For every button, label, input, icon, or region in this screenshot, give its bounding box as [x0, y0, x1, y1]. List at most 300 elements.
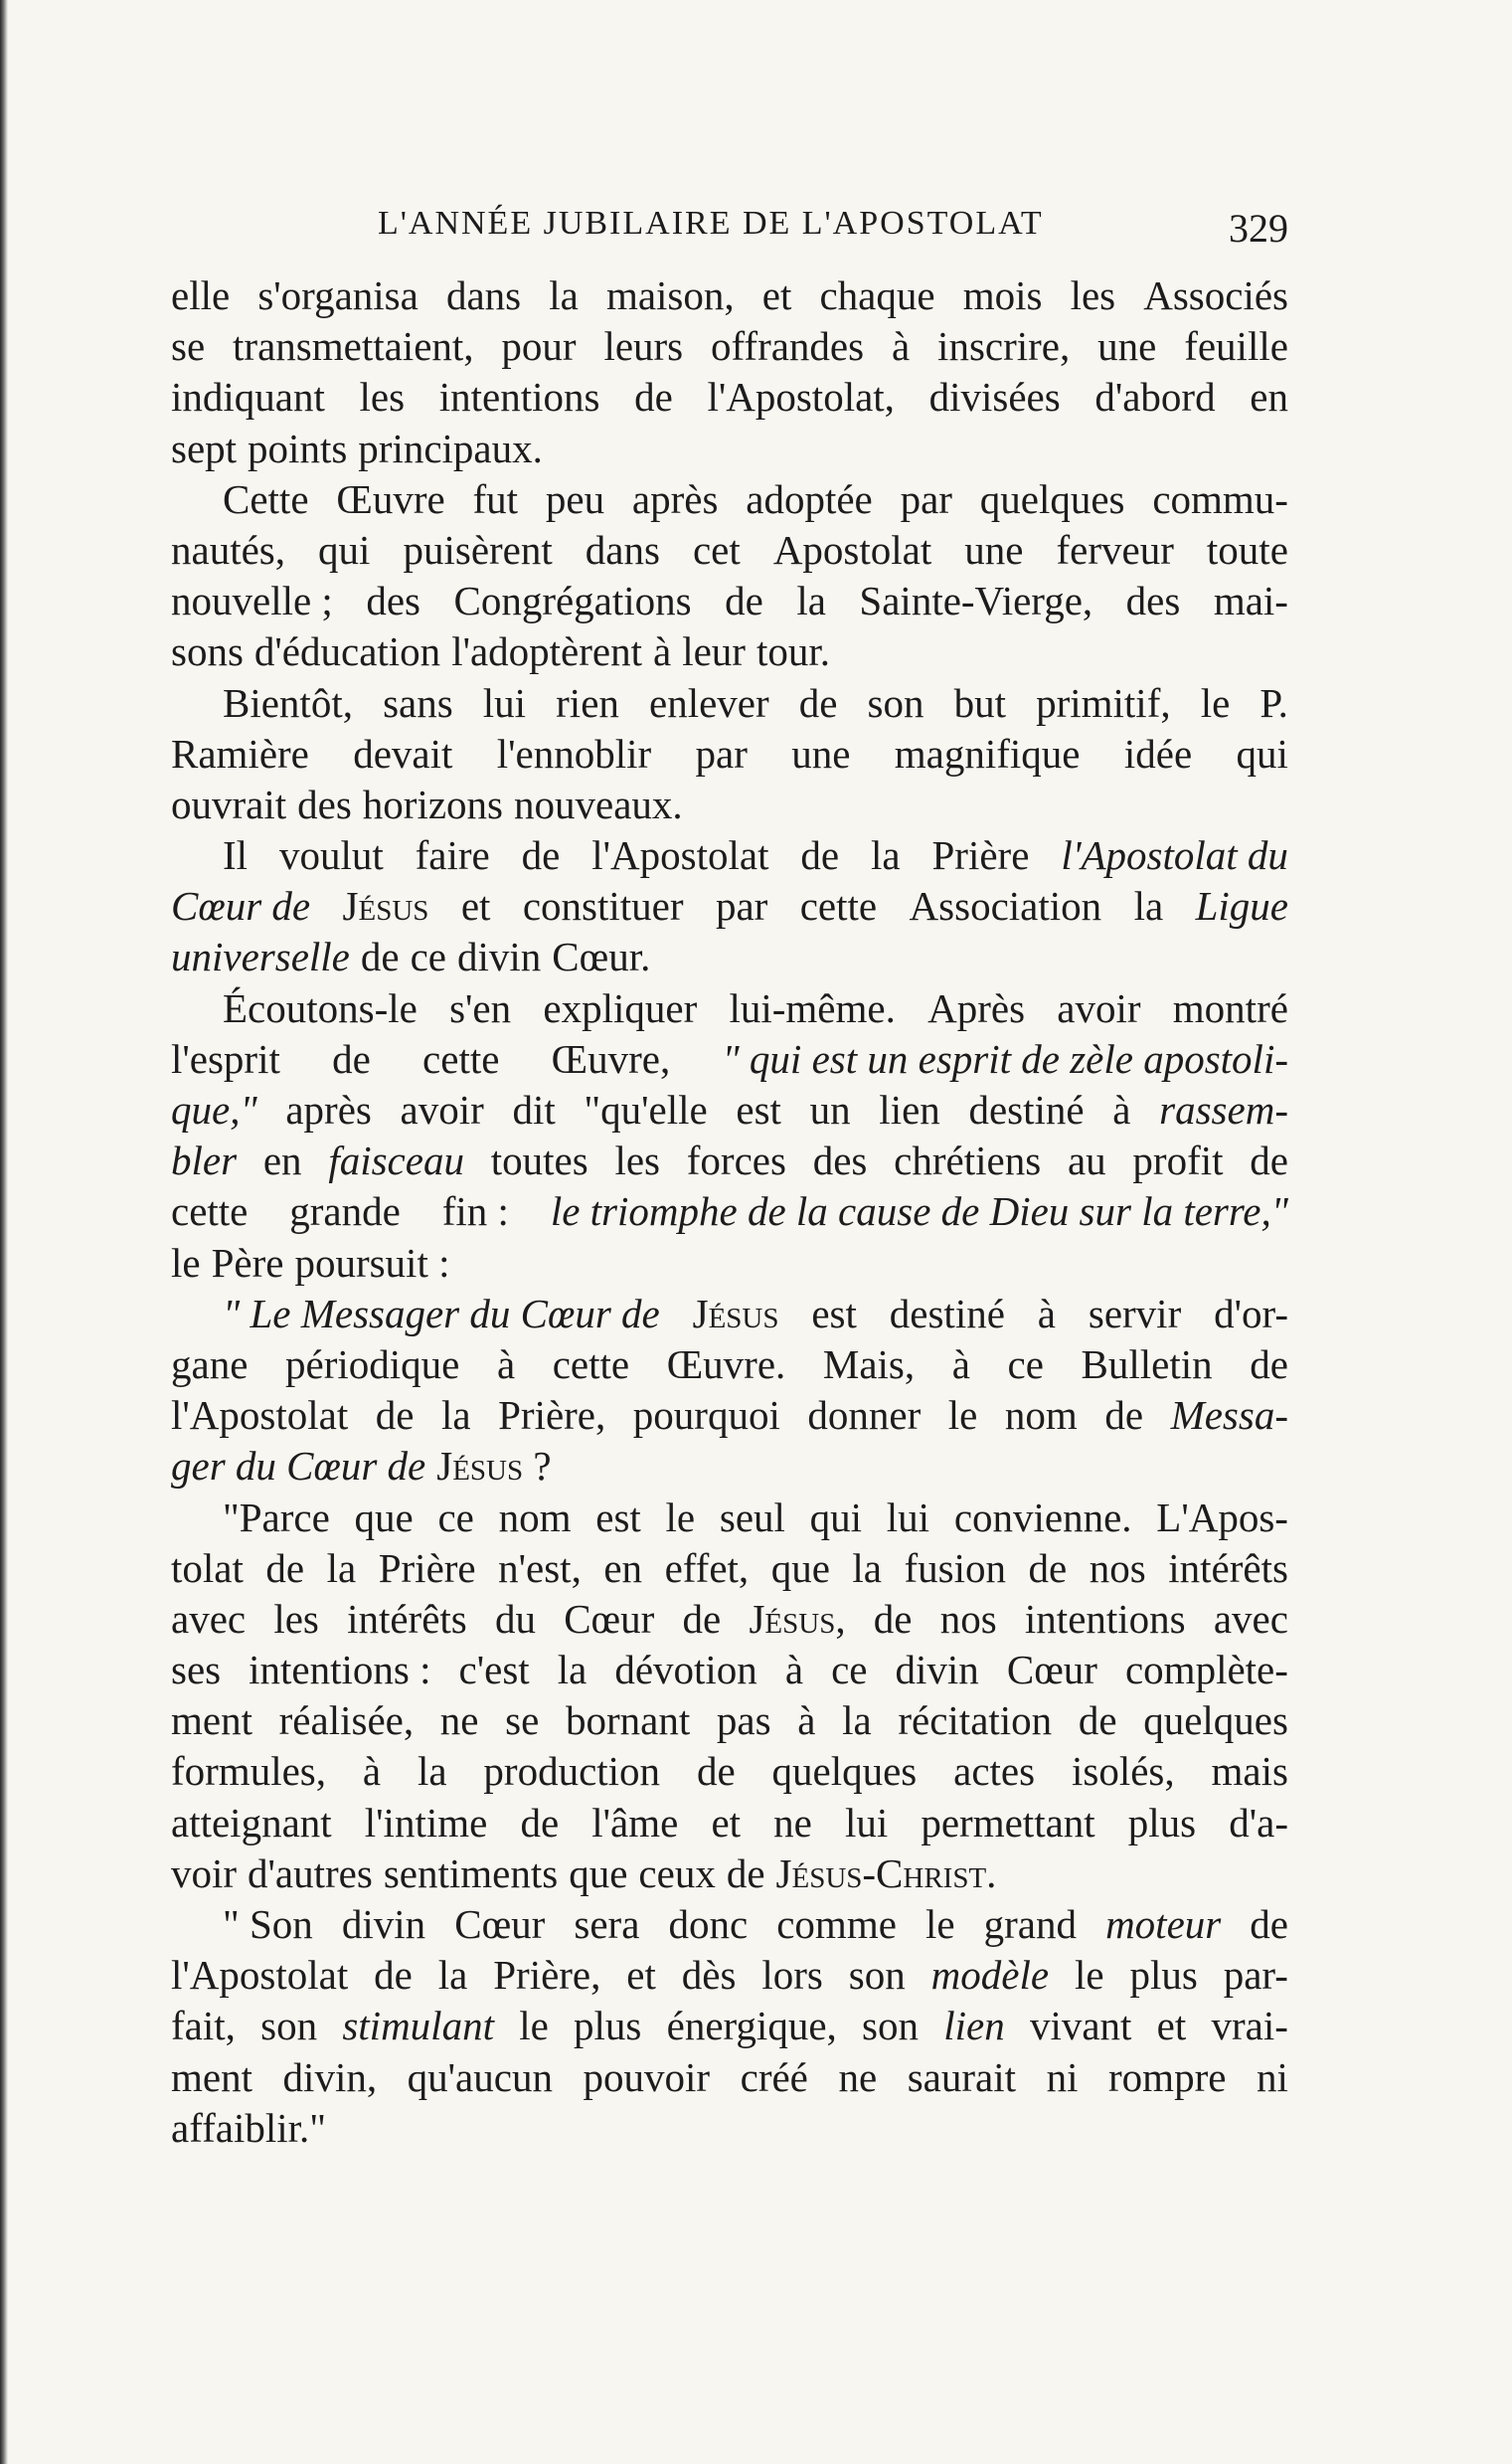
word: bornant [565, 1697, 691, 1744]
text-line [171, 474, 1288, 525]
word: du [494, 1595, 536, 1642]
word: après [285, 1087, 372, 1133]
word: d'a- [1229, 1799, 1288, 1846]
word: ne [773, 1799, 812, 1846]
word: de [726, 1849, 765, 1896]
word: de [375, 1392, 415, 1439]
text-line [171, 1899, 1288, 1950]
word: fin : [441, 1188, 509, 1235]
word: complète- [1124, 1647, 1288, 1693]
word: Après [927, 984, 1026, 1031]
word: avec [1213, 1595, 1288, 1642]
word: son [260, 2003, 318, 2049]
word: Mais, [822, 1340, 916, 1387]
word: ferveur [1056, 526, 1174, 573]
word: Bientôt, [223, 679, 353, 726]
word: de [634, 374, 673, 421]
word: Jésus-Christ. [775, 1849, 997, 1896]
word: un [809, 1087, 851, 1133]
word: l'Apostolat [591, 832, 769, 879]
word: de [696, 1748, 736, 1795]
word: lors [761, 1952, 823, 1999]
word: expliquer [543, 984, 698, 1031]
word: chrétiens [894, 1138, 1042, 1184]
text-line [171, 1493, 1288, 1543]
word: des [812, 1138, 868, 1184]
word: dans [445, 272, 522, 318]
word: magnifique [894, 730, 1081, 777]
word: la [440, 1392, 471, 1439]
word: Prière [378, 1544, 476, 1591]
word: ses [171, 1647, 222, 1693]
word: le [171, 1239, 201, 1286]
word: les [273, 1595, 319, 1642]
word: intérêts [1168, 1544, 1288, 1591]
word: Prière, [493, 1952, 601, 1999]
word: à [653, 628, 672, 675]
word: de [521, 832, 561, 879]
word: commu- [1152, 475, 1288, 522]
word: inscrire, [937, 323, 1071, 370]
word: " Le Messager du Cœur de [223, 1290, 660, 1336]
word: de [360, 934, 400, 980]
word: ment [171, 1697, 252, 1744]
word: après [631, 475, 719, 522]
page-number: 329 [1229, 206, 1288, 251]
word: ce [831, 1647, 868, 1693]
word: à [797, 1697, 816, 1744]
word: Cœur [454, 1901, 546, 1947]
word: de [374, 1952, 413, 1999]
word: Écoutons-le [223, 984, 418, 1031]
word: Jésus [342, 883, 429, 930]
word: l'âme [591, 1799, 679, 1846]
word: toutes [490, 1138, 588, 1184]
word: les [614, 1138, 660, 1184]
word: dès [681, 1952, 737, 1999]
word: le [947, 1392, 978, 1439]
word: intentions [438, 374, 600, 421]
word: des [297, 781, 352, 827]
word: au [1067, 1138, 1106, 1184]
word: Cœur [564, 1595, 655, 1642]
word: actes [953, 1748, 1036, 1795]
word: forces [686, 1138, 786, 1184]
word: plus [1129, 1952, 1198, 1999]
word: enlever [649, 679, 769, 726]
word: divin [457, 934, 542, 980]
word: nos [1089, 1544, 1146, 1591]
word: est [595, 1494, 641, 1540]
word: cette [552, 1340, 630, 1387]
word: des [1125, 578, 1181, 624]
word: sons [171, 628, 244, 675]
word: de [1028, 1544, 1068, 1591]
word: à [951, 1340, 970, 1387]
word: dévotion [614, 1647, 757, 1693]
word: comme [776, 1901, 897, 1947]
word: la [437, 1952, 468, 1999]
word: saurait [907, 2053, 1016, 2100]
word: chaque [819, 272, 935, 318]
word: se [505, 1697, 540, 1744]
text-line [171, 321, 1288, 372]
word: mais [1211, 1748, 1288, 1795]
word: à [362, 1748, 382, 1795]
word: adoptée [746, 475, 873, 522]
word: l'Apostolat [171, 1952, 349, 1999]
text-line [171, 626, 1288, 677]
word: " qui est un esprit de zèle apostoli- [722, 1035, 1288, 1082]
word: moteur [1105, 1901, 1222, 1947]
word: ment [171, 2053, 252, 2100]
text-line [171, 1085, 1288, 1136]
word: d'abord [1094, 374, 1216, 421]
word: de [800, 832, 840, 879]
word: par [715, 883, 768, 930]
word: de [682, 1595, 722, 1642]
word: divisées [928, 374, 1061, 421]
word: nouveaux. [514, 781, 683, 827]
word: destiné [889, 1290, 1005, 1336]
word: par- [1223, 1952, 1288, 1999]
word: que [770, 1544, 830, 1591]
word: sentiments [383, 1849, 559, 1896]
word: qui [1236, 730, 1288, 777]
word: pourquoi [632, 1392, 780, 1439]
word: devait [353, 730, 453, 777]
word: Œuvre [336, 475, 445, 522]
word: et [460, 883, 491, 930]
word: l'ennoblir [496, 730, 652, 777]
word: bler [171, 1138, 238, 1184]
word: qui [318, 526, 371, 573]
word: intentions : [249, 1647, 431, 1693]
text-line [171, 1746, 1288, 1797]
word: la [871, 832, 901, 879]
word: récitation [898, 1697, 1053, 1744]
text-line [171, 729, 1288, 780]
word: nom [1004, 1392, 1078, 1439]
word: fusion [904, 1544, 1007, 1591]
word: ni [1046, 2053, 1079, 2100]
text-line [171, 1594, 1288, 1645]
word: l'Apostolat [171, 1392, 349, 1439]
word: Jésus, [749, 1595, 846, 1642]
word: faire [415, 832, 490, 879]
text-line [171, 424, 1288, 474]
word: intérêts [347, 1595, 467, 1642]
word: par [900, 475, 952, 522]
text-line [171, 1136, 1288, 1186]
word: son [848, 1952, 906, 1999]
word: Il [223, 832, 249, 879]
word: nos [939, 1595, 997, 1642]
word: transmettaient, [233, 323, 474, 370]
text-line [171, 1798, 1288, 1848]
word: qui [809, 1494, 863, 1540]
word: convienne. [953, 1494, 1132, 1540]
word: voulut [278, 832, 384, 879]
word: en [1250, 374, 1288, 421]
word: cette [799, 883, 878, 930]
text-line [171, 2103, 1288, 2154]
word: à [891, 323, 911, 370]
word: pas [716, 1697, 771, 1744]
word: rien [556, 679, 619, 726]
running-title: L'ANNÉE JUBILAIRE DE L'APOSTOLAT [378, 205, 1044, 242]
word: le [665, 1494, 696, 1540]
text-line [171, 1695, 1288, 1746]
text-line [171, 830, 1288, 881]
word: maison, [605, 272, 735, 318]
text-line [171, 2001, 1288, 2051]
word: que," [171, 1087, 257, 1133]
word: les [359, 374, 406, 421]
word: " Son [223, 1901, 313, 1947]
word: à [1037, 1290, 1056, 1336]
word: Jésus ? [436, 1443, 552, 1490]
word: de [1250, 1340, 1288, 1387]
word: voir [171, 1849, 238, 1896]
word: ouvrait [171, 781, 287, 827]
word: des [366, 578, 420, 624]
page-edge-shadow [0, 0, 8, 2464]
word: production [483, 1748, 661, 1795]
word: par [695, 730, 748, 777]
word: Association [909, 883, 1102, 930]
word: "qu'elle [584, 1087, 708, 1133]
word: fait, [171, 2003, 236, 2049]
word: permettant [921, 1799, 1095, 1846]
word: ger du Cœur de [171, 1443, 426, 1490]
word: nom [498, 1494, 572, 1540]
word: et [711, 1799, 742, 1846]
word: universelle [171, 934, 350, 980]
word: quelques [771, 1748, 918, 1795]
word: à [1112, 1087, 1131, 1133]
word: Prière [931, 832, 1030, 879]
word: créé [740, 2053, 808, 2100]
word: grand [983, 1901, 1077, 1947]
word: le [519, 2003, 549, 2049]
word: l'adoptèrent [451, 628, 642, 675]
word: s'organisa [257, 272, 419, 318]
word: profit [1132, 1138, 1224, 1184]
text-line [171, 1848, 1288, 1899]
word: primitif, [1036, 679, 1171, 726]
word: en [262, 1138, 302, 1184]
word: la [796, 578, 826, 624]
word: cette [422, 1035, 500, 1082]
word: fut [472, 475, 519, 522]
word: P. [1260, 679, 1288, 726]
word: plus [1127, 1799, 1197, 1846]
word: se [171, 323, 206, 370]
word: Œuvre, [551, 1035, 671, 1082]
word: et [1156, 2003, 1187, 2049]
text-line [171, 1390, 1288, 1441]
word: le [1200, 679, 1231, 726]
word: la [1133, 883, 1164, 930]
text-line [171, 270, 1288, 321]
word: stimulant [342, 2003, 494, 2049]
word: Père [211, 1239, 284, 1286]
word: affaiblir." [171, 2104, 327, 2151]
word: de [1250, 1901, 1288, 1947]
word: Bulletin [1081, 1340, 1213, 1387]
word: donner [807, 1392, 922, 1439]
word: la [326, 1544, 357, 1591]
word: elle [171, 272, 231, 318]
word: de [1104, 1392, 1144, 1439]
word: le triomphe de la cause de Dieu sur la terre," [550, 1188, 1288, 1235]
word: ne [838, 2053, 878, 2100]
word: l'Apostolat du [1061, 832, 1288, 879]
word: ce [437, 1494, 474, 1540]
word: de [332, 1035, 371, 1082]
word: principaux. [358, 425, 543, 471]
word: tolat [171, 1544, 244, 1591]
word: Apostolat [772, 526, 932, 573]
word: les [1070, 272, 1116, 318]
word: une [1097, 323, 1157, 370]
word: lui-même. [729, 984, 896, 1031]
word: qu'aucun [407, 2053, 553, 2100]
word: avoir [1057, 984, 1141, 1031]
word: périodique [285, 1340, 460, 1387]
word: leurs [603, 323, 684, 370]
word: est [811, 1290, 857, 1336]
word: Cœur de [171, 883, 311, 930]
word: Ramière [171, 730, 309, 777]
word: divin [341, 1901, 426, 1947]
word: gane [171, 1340, 249, 1387]
word: Œuvre. [666, 1340, 786, 1387]
word: Associés [1143, 272, 1288, 318]
word: grande [289, 1188, 401, 1235]
text-line [171, 1238, 1288, 1289]
word: sans [383, 679, 453, 726]
word: indiquant [171, 374, 325, 421]
word: quelques [979, 475, 1125, 522]
word: Cœur [1006, 1647, 1097, 1693]
text-line [171, 2052, 1288, 2103]
word: dans [585, 526, 660, 573]
text-line [171, 576, 1288, 626]
word: la [557, 1647, 588, 1693]
word: cet [692, 526, 741, 573]
word: nautés, [171, 526, 285, 573]
word: son [867, 679, 924, 726]
text-line [171, 1441, 1288, 1492]
word: n'est, [498, 1544, 582, 1591]
word: atteignant [171, 1799, 332, 1846]
word: puisèrent [403, 526, 553, 573]
word: "Parce [223, 1494, 330, 1540]
text-line [171, 1186, 1288, 1237]
word: effet, [664, 1544, 750, 1591]
word: cette [171, 1188, 249, 1235]
word: peu [545, 475, 605, 522]
word: sera [574, 1901, 640, 1947]
text-line [171, 881, 1288, 932]
word: une [964, 526, 1024, 573]
word: sept [171, 425, 238, 471]
text-line [171, 1645, 1288, 1695]
word: constituer [522, 883, 684, 930]
word: lui [886, 1494, 930, 1540]
word: lui [844, 1799, 889, 1846]
word: et [626, 1952, 656, 1999]
word: Sainte-Vierge, [859, 578, 1093, 624]
word: la [842, 1697, 872, 1744]
word: la [852, 1544, 882, 1591]
word: d'éducation [253, 628, 441, 675]
word: lien [943, 2003, 1005, 2049]
word: d'or- [1214, 1290, 1288, 1336]
word: faisceau [328, 1138, 464, 1184]
text-line [171, 1339, 1288, 1390]
word: rassem- [1159, 1087, 1288, 1133]
word: en [603, 1544, 643, 1591]
word: de [265, 1544, 305, 1591]
word: Cœur. [552, 934, 651, 980]
word: intentions [1024, 1595, 1186, 1642]
word: réalisée, [278, 1697, 415, 1744]
word: lien [879, 1087, 940, 1133]
word: mai- [1213, 578, 1288, 624]
word: horizons [362, 781, 503, 827]
word: son [862, 2003, 919, 2049]
word: idée [1123, 730, 1193, 777]
text-line [171, 780, 1288, 830]
word: but [953, 679, 1006, 726]
word: Jésus [692, 1290, 779, 1336]
word: seul [719, 1494, 785, 1540]
word: de [520, 1799, 560, 1846]
word: lui [482, 679, 527, 726]
text-line [171, 1034, 1288, 1085]
word: avec [171, 1595, 247, 1642]
body-text [171, 270, 1288, 2154]
word: de [725, 578, 763, 624]
word: de [1250, 1138, 1288, 1184]
word: d'autres [248, 1849, 373, 1896]
word: vivant [1029, 2003, 1132, 2049]
word: de [1078, 1697, 1117, 1744]
word: à [784, 1647, 804, 1693]
word: est [736, 1087, 781, 1133]
word: ce [1007, 1340, 1044, 1387]
word: montré [1172, 984, 1288, 1031]
word: ni [1257, 2053, 1288, 2100]
word: et [761, 272, 792, 318]
word: avoir [400, 1087, 484, 1133]
word: pouvoir [583, 2053, 711, 2100]
text-line [171, 678, 1288, 729]
word: mois [962, 272, 1043, 318]
word: la [549, 272, 579, 318]
word: que [569, 1849, 628, 1896]
word: formules, [171, 1748, 326, 1795]
word: feuille [1184, 323, 1288, 370]
word: que [354, 1494, 414, 1540]
word: Prière, [498, 1392, 606, 1439]
text-line [171, 372, 1288, 423]
word: L'Apos- [1156, 1494, 1288, 1540]
word: vrai- [1211, 2003, 1288, 2049]
